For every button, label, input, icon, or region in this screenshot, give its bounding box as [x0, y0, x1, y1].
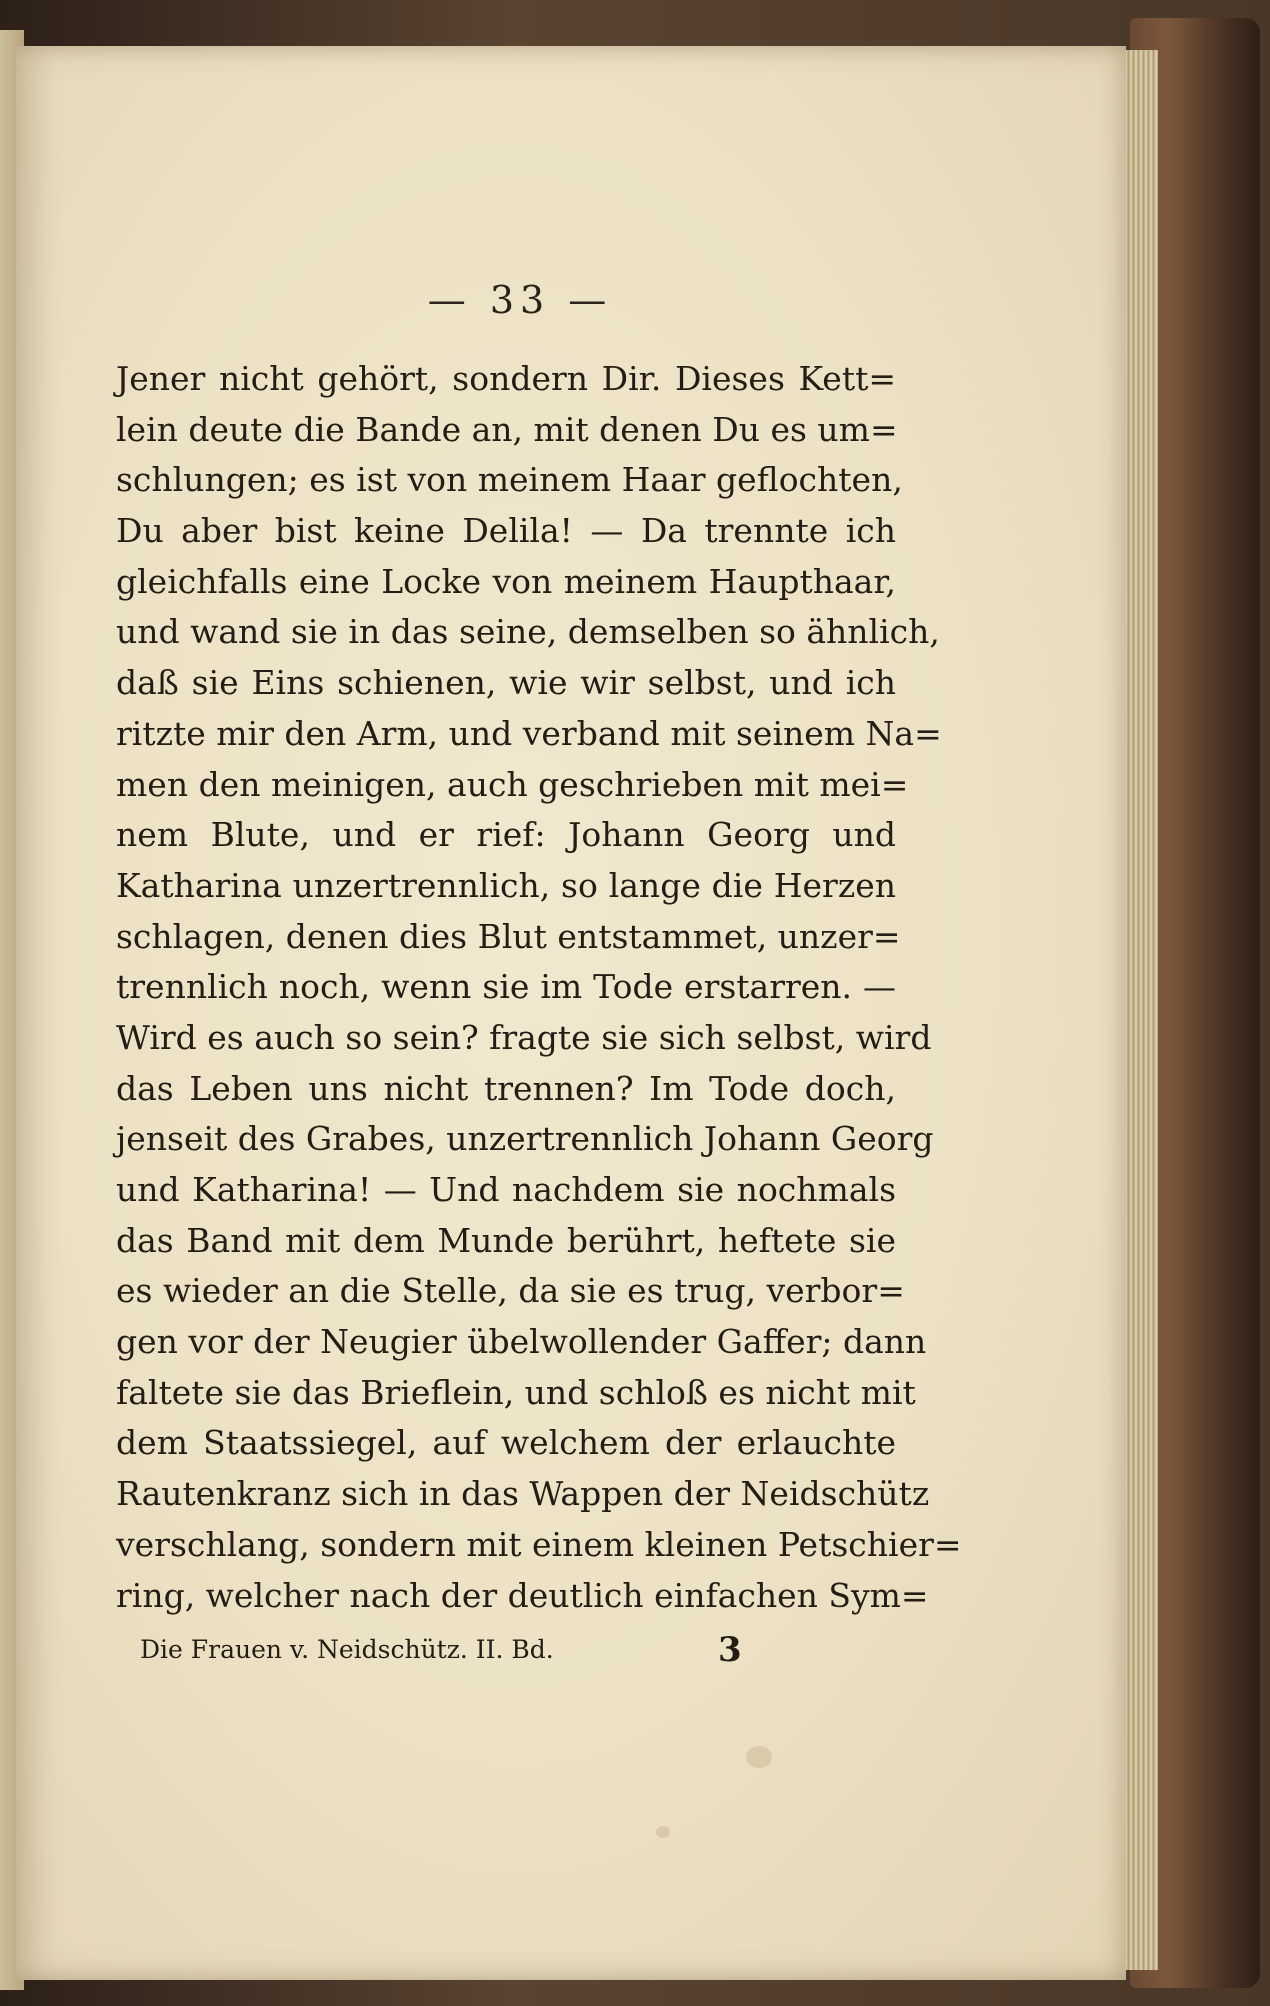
paper-foxing-spot — [656, 1826, 670, 1838]
text-line: verschlang, sondern mit einem kleinen Petschier= — [116, 1524, 962, 1564]
text-line: und Katharina! — Und nachdem sie nochmals — [116, 1170, 896, 1209]
text-line: Rautenkranz sich in das Wappen der Neidschütz — [116, 1474, 930, 1514]
paper-foxing-spot — [746, 1746, 772, 1768]
text-line: es wieder an die Stelle, da sie es trug, verbor= — [116, 1271, 905, 1311]
text-line: trennlich noch, wenn sie im Tode erstarren. — — [116, 967, 896, 1007]
text-line: nem Blute, und er rief: Johann Georg und — [116, 815, 896, 855]
body-text — [116, 354, 962, 1621]
text-line: gleichfalls eine Locke von meinem Haupthaar, — [116, 561, 896, 601]
text-line: dem Staatssiegel, auf welchem der erlauchte — [116, 1423, 896, 1463]
text-line: ritzte mir den Arm, und verband mit seinem Na= — [116, 713, 942, 753]
text-line: Du aber bist keine Delila! — Da trennte ich — [116, 511, 896, 551]
text-line: faltete sie das Brieflein, und schloß es nicht mit — [116, 1372, 916, 1412]
text-line: und wand sie in das seine, demselben so ähnlich, — [116, 612, 940, 652]
text-line: das Band mit dem Munde berührt, heftete sie — [116, 1220, 896, 1260]
text-line: Katharina unzertrennlich, so lange die Herzen — [116, 865, 896, 905]
page-footer — [140, 1630, 760, 1670]
sheet-number: 3 — [718, 1630, 742, 1670]
text-line: daß sie Eins schienen, wie wir selbst, und ich — [116, 663, 896, 703]
book-page — [16, 46, 1126, 1980]
text-line: ring, welcher nach der deutlich einfachen Sym= — [116, 1575, 929, 1615]
text-line: jenseit des Grabes, unzertrennlich Johann Georg — [116, 1119, 934, 1159]
text-line: Jener nicht gehört, sondern Dir. Dieses Kett= — [116, 359, 896, 398]
text-line: Wird es auch so sein? fragte sie sich selbst, wird — [116, 1017, 932, 1057]
text-line: gen vor der Neugier übelwollender Gaffer; dann — [116, 1322, 927, 1362]
text-line: lein deute die Bande an, mit denen Du es um= — [116, 409, 898, 449]
text-line: schlungen; es ist von meinem Haar geflochten, — [116, 460, 903, 500]
text-line: schlagen, denen dies Blut entstammet, unzer= — [116, 916, 901, 956]
text-line: men den meinigen, auch geschrieben mit mei= — [116, 764, 909, 804]
text-line: das Leben uns nicht trennen? Im Tode doch, — [116, 1068, 896, 1108]
signature-mark: Die Frauen v. Neidschütz. II. Bd. — [140, 1635, 554, 1664]
page-number: — 33 — — [427, 278, 613, 322]
